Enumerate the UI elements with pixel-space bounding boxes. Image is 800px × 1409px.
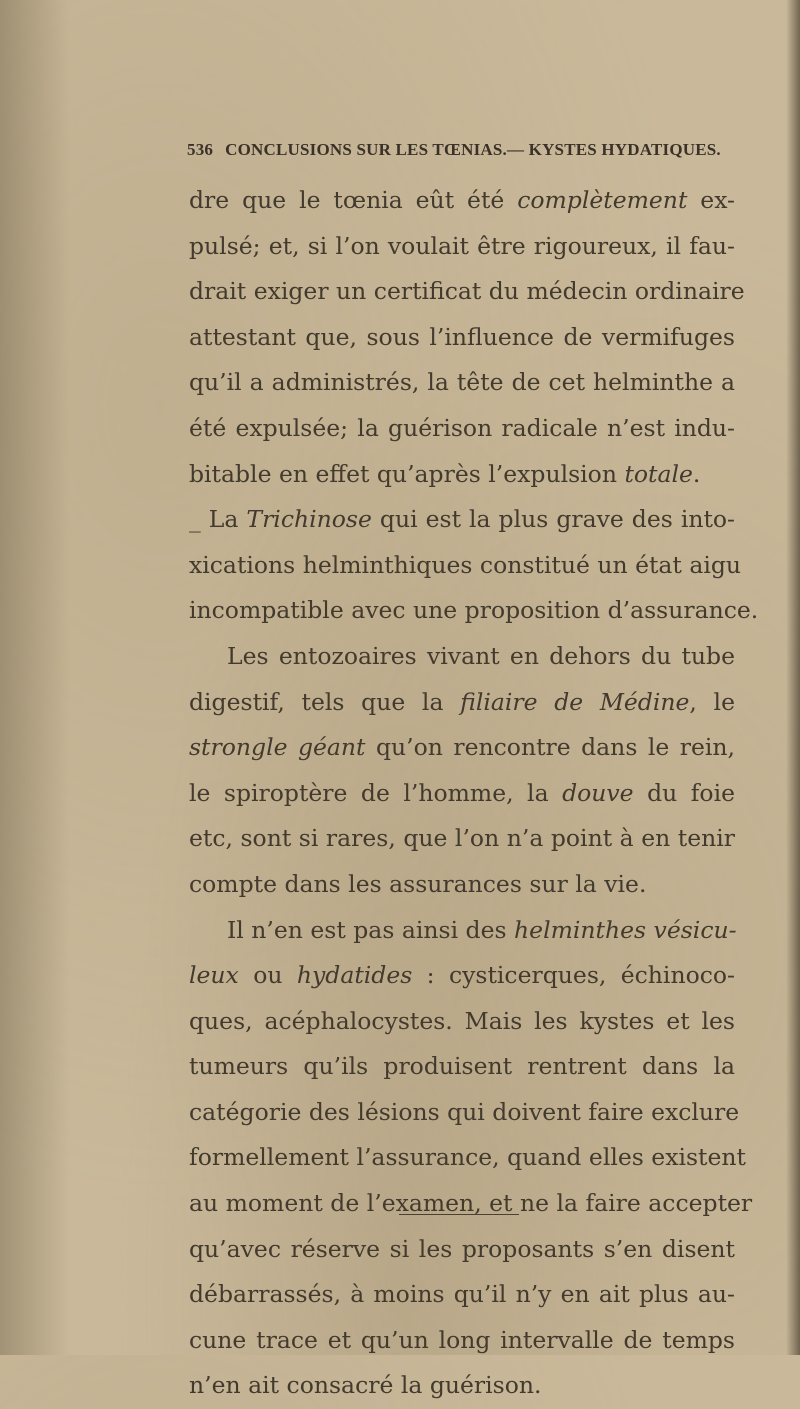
- end-rule: [399, 1214, 519, 1215]
- text-line: [189, 360, 735, 406]
- text-line: [189, 269, 745, 315]
- body-text: [189, 178, 759, 1409]
- text-line: [189, 543, 742, 589]
- running-header: [187, 140, 747, 160]
- italic-text: totale: [624, 459, 693, 488]
- text-segment: qu’avec réserve si les proposants s’en disent: [189, 1234, 735, 1263]
- text-segment: n’en ait consacré la guérison.: [189, 1371, 542, 1400]
- text-segment: dre que le tœnia eût été: [189, 186, 518, 214]
- text-segment: bitable en effet qu’après l’expulsion: [189, 459, 625, 488]
- page-number: 536: [187, 140, 214, 159]
- text-segment: attestant que, sous l’influence de vermifuges: [189, 322, 735, 351]
- text-segment: ques, acéphalocystes. Mais les kystes et les: [189, 1006, 735, 1035]
- italic-text: douve: [562, 778, 634, 807]
- text-line: [189, 725, 735, 771]
- text-segment: formellement l’assurance, quand elles existent: [189, 1143, 746, 1172]
- text-line: [189, 224, 735, 270]
- text-segment: Les entozoaires vivant en dehors du tube: [227, 641, 735, 670]
- text-line: [189, 1227, 735, 1273]
- italic-text: complètement: [517, 186, 688, 214]
- text-line: [189, 1044, 735, 1090]
- page-gutter-shadow: [0, 0, 70, 1355]
- text-line: [189, 497, 735, 543]
- text-segment: ex-: [687, 186, 735, 214]
- text-line: [189, 999, 735, 1045]
- text-segment: qui est la plus grave des into-: [371, 505, 735, 534]
- text-segment: tumeurs qu’ils produisent rentrent dans la: [189, 1052, 735, 1081]
- text-segment: : cysticerques, échinoco-: [412, 961, 735, 990]
- text-line: [189, 452, 735, 498]
- italic-text: filiaire de Médine: [460, 687, 690, 716]
- text-segment: qu’on rencontre dans le rein,: [365, 733, 735, 762]
- text-segment: digestif, tels que la: [189, 687, 461, 716]
- page-edge: [786, 0, 800, 1355]
- text-segment: xications helminthiques constitué un état aigu: [189, 550, 742, 579]
- text-segment: , le: [689, 687, 735, 716]
- text-line: [189, 816, 735, 862]
- italic-text: strongle géant: [189, 733, 366, 762]
- text-segment: le spiroptère de l’homme, la: [189, 778, 563, 807]
- text-segment: etc, sont si rares, que l’on n’a point à en tenir: [189, 824, 735, 853]
- text-segment: ou: [238, 961, 297, 990]
- text-line: [189, 1318, 735, 1364]
- text-segment: pulsé; et, si l’on voulait être rigoureux, il fau-: [189, 231, 735, 260]
- text-segment: incompatible avec une proposition d’assurance.: [189, 596, 759, 625]
- text-segment: drait exiger un certificat du médecin ordinaire: [189, 277, 745, 306]
- text-line: [189, 588, 759, 634]
- text-line: [189, 1181, 753, 1227]
- text-line: [189, 908, 735, 954]
- text-segment: été expulsée; la guérison radicale n’est indu-: [189, 413, 735, 442]
- text-segment: .: [692, 459, 701, 488]
- text-line: [189, 1135, 746, 1181]
- text-line: [189, 1090, 740, 1136]
- text-segment: cune trace et qu’un long intervalle de temps: [189, 1325, 735, 1354]
- text-segment: Il n’en est pas ainsi des: [227, 915, 515, 944]
- text-segment: compte dans les assurances sur la vie.: [189, 869, 647, 898]
- italic-text: hydatides: [296, 961, 413, 990]
- text-line: [189, 680, 735, 726]
- text-segment: catégorie des lésions qui doivent faire exclure: [189, 1097, 740, 1126]
- text-line: [189, 406, 735, 452]
- text-line: [189, 634, 735, 680]
- text-line: [189, 862, 735, 908]
- italic-text: helminthes vésicu-: [514, 915, 737, 944]
- text-segment: débarrassés, à moins qu’il n’y en ait plus au-: [189, 1280, 735, 1309]
- text-segment: au moment de l’examen, et ne la faire accepter: [189, 1189, 753, 1218]
- text-line: [189, 771, 735, 817]
- text-line: [189, 315, 735, 361]
- text-line: [189, 178, 735, 224]
- text-segment: _ La: [189, 505, 247, 534]
- italic-text: leux: [189, 961, 239, 990]
- text-segment: qu’il a administrés, la tête de cet helminthe a: [189, 368, 735, 397]
- text-line: [189, 1363, 735, 1409]
- text-line: [189, 1272, 735, 1318]
- text-line: [189, 953, 735, 999]
- italic-text: Trichinose: [246, 505, 372, 534]
- running-title: CONCLUSIONS SUR LES TŒNIAS.— KYSTES HYDATIQUES.: [225, 140, 721, 159]
- text-segment: du foie: [633, 778, 736, 807]
